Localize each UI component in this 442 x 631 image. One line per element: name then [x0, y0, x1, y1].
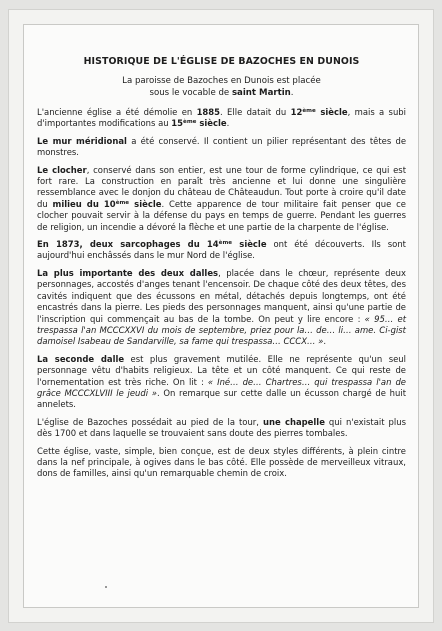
text: , mais a subi d'importantes modifications au	[37, 107, 406, 129]
text: , conservé dans son entier, est une tour de forme cylindrique, ce qui est fort rare. La construction en paraît très ancienne et lui donne une singulière ressemblance avec le donjon du château de Châteaudun. Tout porte à croire qu'il date du	[37, 164, 407, 209]
inscription: « 95… et trespassa l'an MCCCXXVI du mois de septembre, priez pour la… de… li… ame. Ci-gist damoisel Isabeau de Sandarville, sa fame qui trespassa… CCCX… »	[37, 313, 406, 347]
paragraph-south-wall	[37, 136, 406, 159]
paragraph-bell-tower	[37, 165, 406, 233]
heading-term: Le clocher	[37, 164, 87, 175]
intro-period: .	[290, 87, 294, 98]
text: , placée dans le chœur, représente deux personnages, accostés d'anges tenant l'encensoir. De chaque côté des deux têtes, des cavités indiquent que des écussons en métal, détachés depuis longtemps, ont été encastrés dans la pierre. Les pieds des personnages manquent, ainsi qu'une partie de l'inscription qui commençait au bas de la tombe. On peut y lire encore :	[37, 267, 406, 324]
century-10: milieu du 10ème siècle	[52, 198, 162, 209]
intro-text: sous le vocable de	[149, 87, 232, 98]
text: .	[323, 336, 326, 347]
text: a été conservé. Il contient un pilier représentant des têtes de monstres.	[37, 135, 407, 158]
text: qui n'existait plus dès 1700 et dans laquelle se trouvaient sans doute des pierres tombales.	[37, 416, 406, 439]
text: L'église de Bazoches possédait au pied de la tour,	[37, 416, 263, 427]
text: est plus gravement mutilée. Elle ne représente qu'un seul personnage vêtu d'habits religieux. La tête et un côté manquent. Ce qui reste de l'ornementation est très riche. On lit :	[37, 353, 406, 387]
intro-line-1: La paroisse de Bazoches en Dunois est placée	[122, 76, 321, 86]
heading-term: une chapelle	[262, 416, 325, 427]
paragraph-first-slab	[37, 268, 406, 348]
document-page	[23, 24, 419, 608]
text: . On remarque sur cette dalle un écusson chargé de huit annelets.	[37, 387, 407, 410]
paragraph-chapel	[37, 417, 406, 440]
text: L'ancienne église a été démolie en	[37, 107, 197, 117]
paragraph-second-slab	[37, 354, 406, 411]
text: . Elle datait du	[220, 107, 291, 117]
inscription: « Iné… de… Chartres… qui trespassa l'an de grâce MCCCXLVIII le jeudi »	[37, 376, 406, 398]
year: 1885	[196, 107, 221, 117]
page-title: HISTORIQUE DE L'ÉGLISE DE BAZOCHES EN DUNOIS	[83, 56, 360, 67]
paragraph-sarcophagi	[37, 239, 406, 262]
paragraph-styles: Cette église, vaste, simple, bien conçue, est de deux styles différents, à plein cintre dans la nef principale, à ogives dans le bas côté. Elle possède de merveilleux vitraux, dons de familles, ainsi qu'un remarquable chemin de croix.	[37, 445, 406, 479]
century-12: 12ème siècle	[290, 107, 348, 117]
speck-mark	[105, 586, 107, 588]
text: .	[226, 118, 230, 129]
intro-saint-name: saint Martin	[231, 87, 291, 98]
text: ont été découverts. Ils sont aujourd'hui enchâssés dans le mur Nord de l'église.	[37, 239, 406, 261]
heading-term: Le mur méridional	[37, 135, 127, 146]
heading-term: La plus importante des deux dalles	[37, 267, 219, 278]
intro-line-2	[37, 88, 406, 100]
mat-frame	[9, 10, 433, 622]
paragraph-demolition	[37, 107, 406, 130]
heading-term: En 1873, deux sarcophages du 14ème siècle	[37, 239, 267, 250]
text: . Cette apparence de tour militaire fait penser que ce clocher pouvait servir à la défense du pays en temps de guerre. Pendant les guerres de religion, un incendie a dévoré la flèche et une partie de la charpente de l'église.	[37, 198, 406, 232]
heading-term: La seconde dalle	[37, 353, 125, 364]
intro	[37, 76, 406, 99]
century-15: 15ème siècle	[171, 118, 227, 129]
